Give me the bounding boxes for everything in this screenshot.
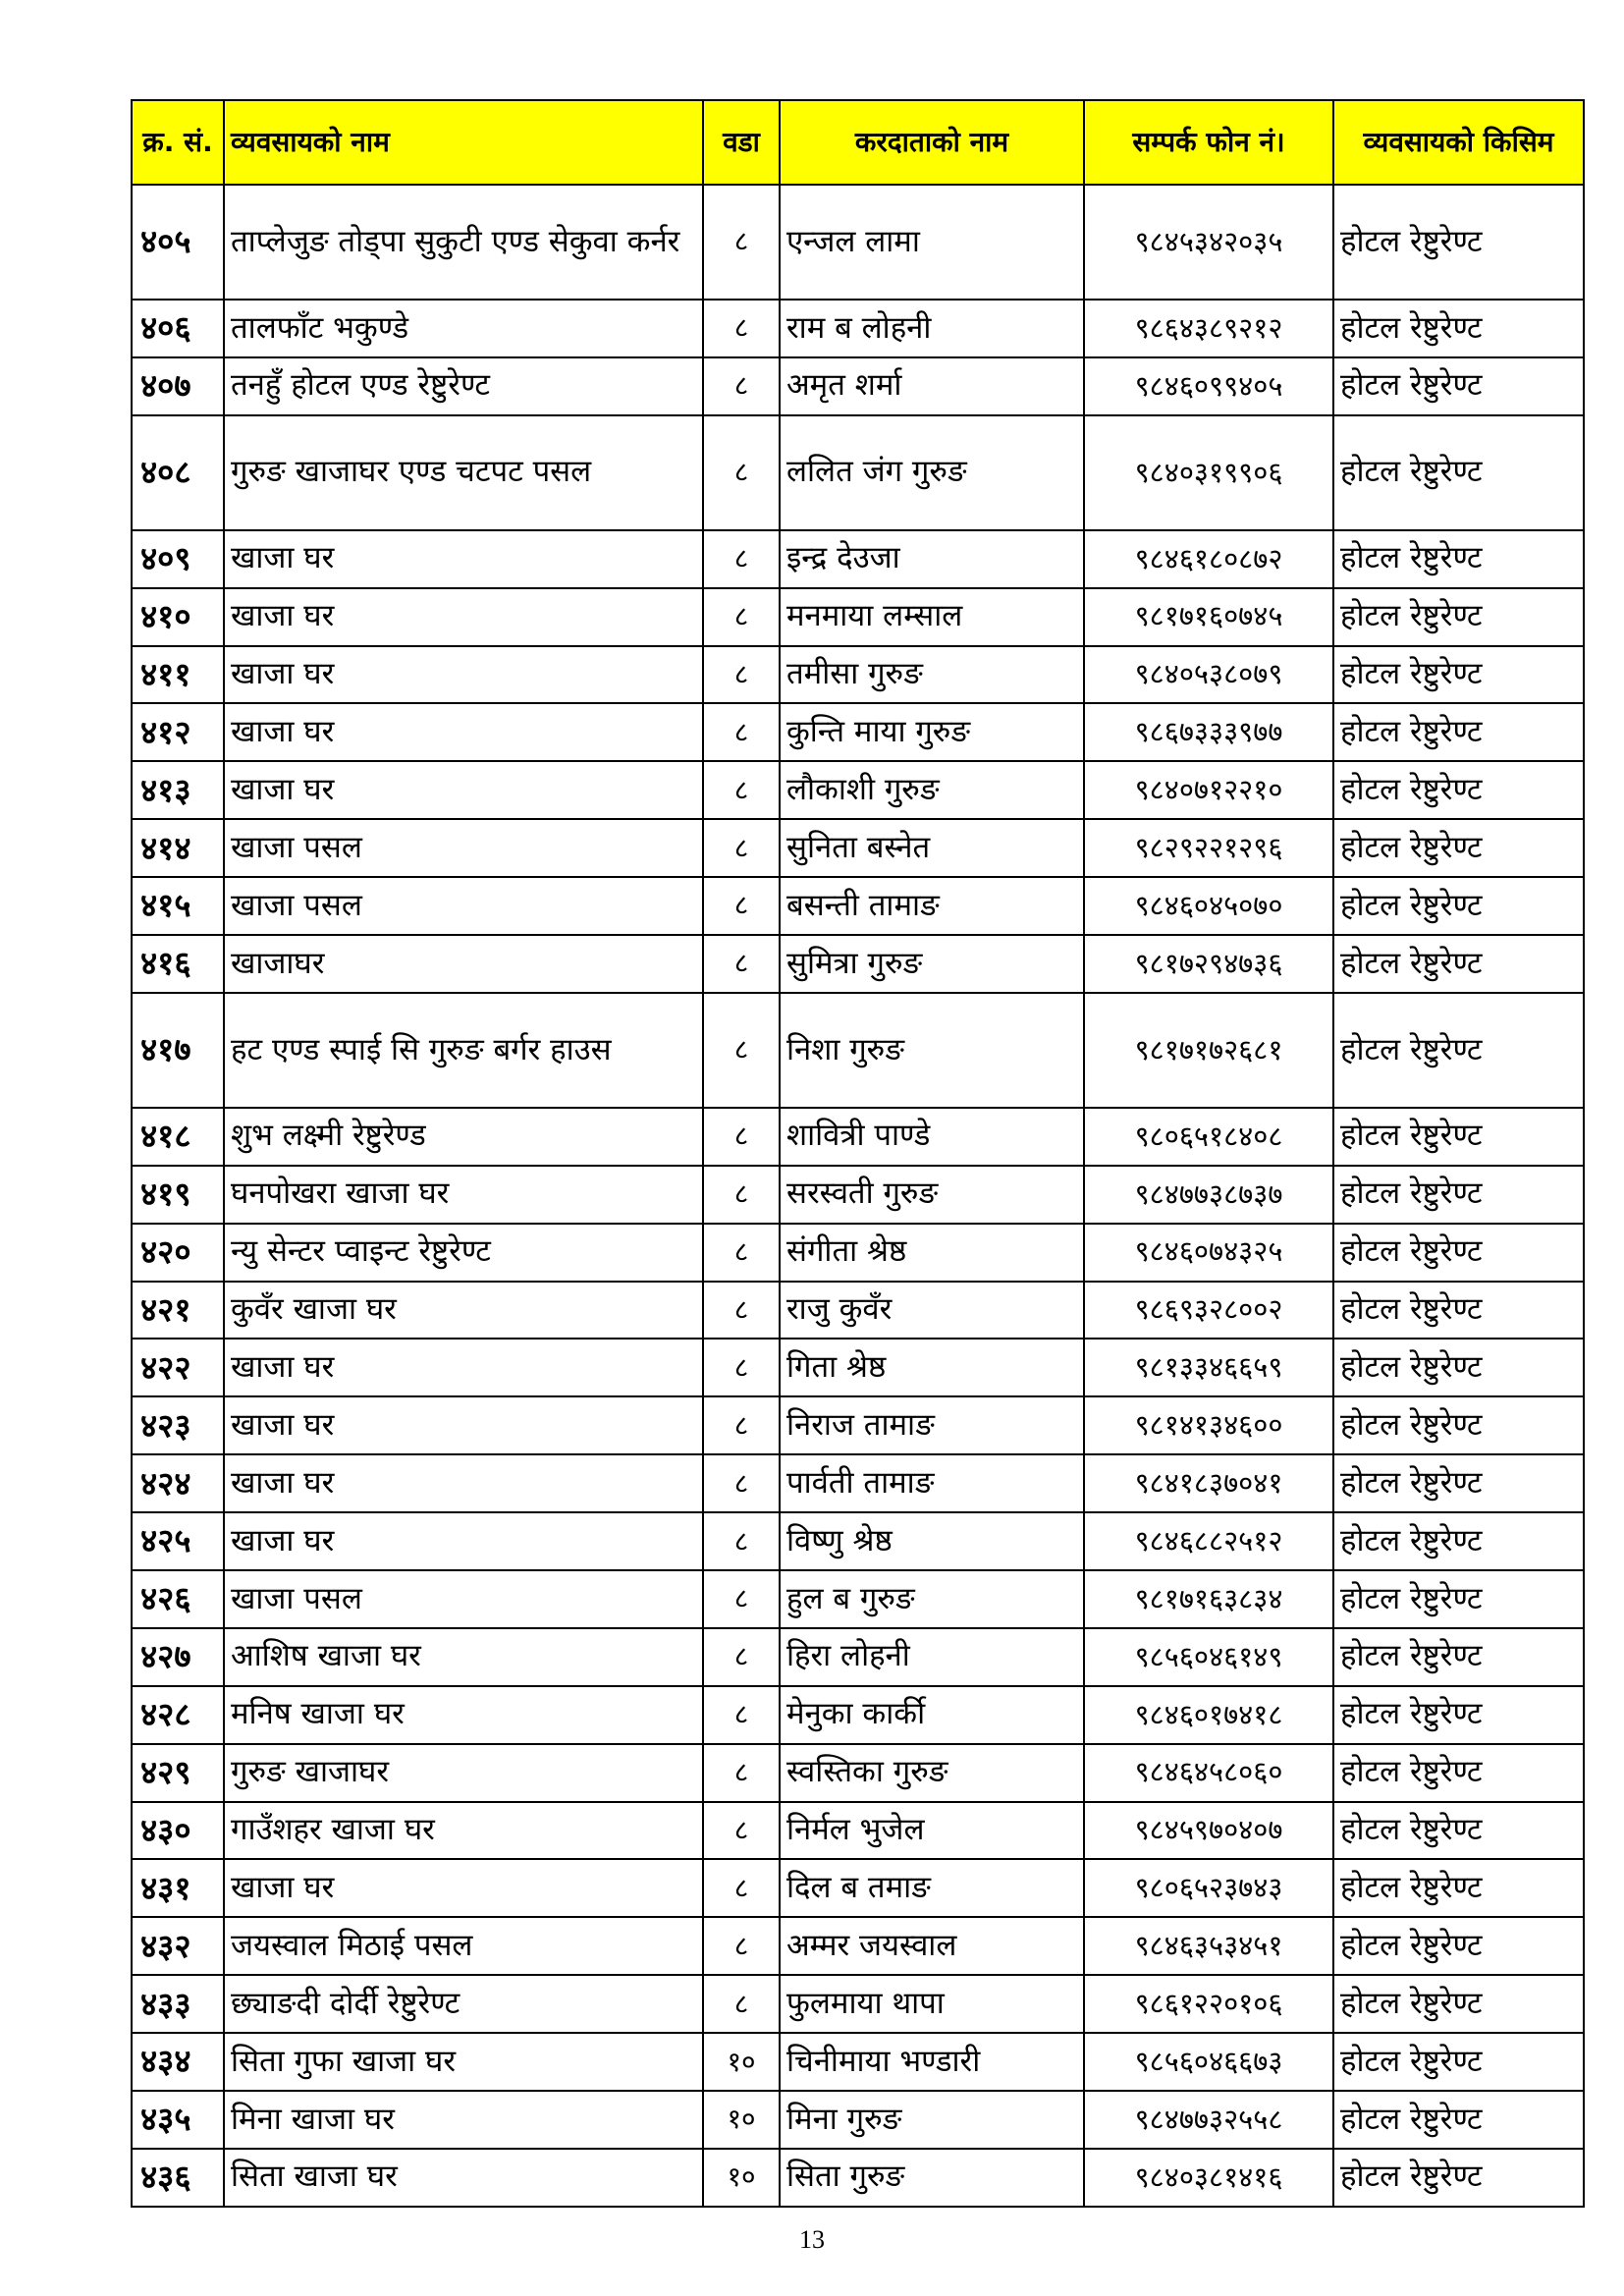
business-name-cell: खाजाघर	[224, 935, 703, 993]
serial-number-cell: ४२६	[132, 1570, 224, 1628]
business-register-table	[131, 99, 1585, 2208]
ward-cell: ८	[703, 1396, 780, 1454]
business-type-cell: होटल रेष्टुरेण्ट	[1333, 1975, 1584, 2033]
business-name-cell: खाजा घर	[224, 1512, 703, 1570]
taxpayer-name-cell: विष्णु श्रेष्ठ	[780, 1512, 1084, 1570]
business-type-cell: होटल रेष्टुरेण्ट	[1333, 1108, 1584, 1166]
header-taxpayer-name: करदाताको नाम	[780, 100, 1084, 185]
ward-cell: ८	[703, 819, 780, 877]
taxpayer-name-cell: शावित्री पाण्डे	[780, 1108, 1084, 1166]
serial-number-cell: ४२५	[132, 1512, 224, 1570]
serial-number-cell: ४१३	[132, 761, 224, 819]
serial-number-cell: ४२८	[132, 1686, 224, 1744]
taxpayer-name-cell: इन्द्र देउजा	[780, 530, 1084, 588]
business-type-cell: होटल रेष्टुरेण्ट	[1333, 1802, 1584, 1860]
ward-cell: ८	[703, 761, 780, 819]
ward-cell: ८	[703, 1512, 780, 1570]
taxpayer-name-cell: निर्मल भुजेल	[780, 1802, 1084, 1860]
ward-cell: ८	[703, 1570, 780, 1628]
table-row	[132, 185, 1584, 300]
business-type-cell: होटल रेष्टुरेण्ट	[1333, 761, 1584, 819]
table-row	[132, 300, 1584, 357]
phone-cell: ९८४७७३८७३७	[1084, 1166, 1333, 1224]
phone-cell: ९८४६३५३४५१	[1084, 1917, 1333, 1975]
business-name-cell: छ्याङदी दोर्दी रेष्टुरेण्ट	[224, 1975, 703, 2033]
ward-cell: ८	[703, 1686, 780, 1744]
ward-cell: ८	[703, 703, 780, 761]
business-name-cell: सिता गुफा खाजा घर	[224, 2033, 703, 2091]
serial-number-cell: ४१२	[132, 703, 224, 761]
serial-number-cell: ४३५	[132, 2091, 224, 2149]
ward-cell: ८	[703, 1282, 780, 1339]
serial-number-cell: ४३४	[132, 2033, 224, 2091]
table-row	[132, 935, 1584, 993]
serial-number-cell: ४२३	[132, 1396, 224, 1454]
table-row	[132, 703, 1584, 761]
business-name-cell: गाउँशहर खाजा घर	[224, 1802, 703, 1860]
serial-number-cell: ४१८	[132, 1108, 224, 1166]
business-type-cell: होटल रेष्टुरेण्ट	[1333, 993, 1584, 1108]
business-name-cell: गुरुङ खाजाघर	[224, 1744, 703, 1802]
business-name-cell: खाजा घर	[224, 530, 703, 588]
taxpayer-name-cell: एन्जल लामा	[780, 185, 1084, 300]
phone-cell: ९८४०३१९९०६	[1084, 415, 1333, 530]
taxpayer-name-cell: पार्वती तामाङ	[780, 1454, 1084, 1512]
phone-cell: ९८४६०४५०७०	[1084, 877, 1333, 935]
taxpayer-name-cell: निराज तामाङ	[780, 1396, 1084, 1454]
table-body	[132, 185, 1584, 2207]
business-name-cell: खाजा घर	[224, 1859, 703, 1917]
business-name-cell: खाजा घर	[224, 703, 703, 761]
table-row	[132, 1396, 1584, 1454]
taxpayer-name-cell: राम ब लोहनी	[780, 300, 1084, 357]
serial-number-cell: ४०८	[132, 415, 224, 530]
ward-cell: ८	[703, 185, 780, 300]
business-name-cell: गुरुङ खाजाघर एण्ड चटपट पसल	[224, 415, 703, 530]
table-row	[132, 530, 1584, 588]
business-name-cell: खाजा घर	[224, 588, 703, 646]
taxpayer-name-cell: निशा गुरुङ	[780, 993, 1084, 1108]
business-type-cell: होटल रेष्टुरेण्ट	[1333, 2149, 1584, 2207]
business-type-cell: होटल रेष्टुरेण्ट	[1333, 1339, 1584, 1396]
phone-cell: ९८४६१८०८७२	[1084, 530, 1333, 588]
serial-number-cell: ४१७	[132, 993, 224, 1108]
business-name-cell: खाजा घर	[224, 761, 703, 819]
table-row	[132, 646, 1584, 704]
ward-cell: ८	[703, 1339, 780, 1396]
serial-number-cell: ४२४	[132, 1454, 224, 1512]
phone-cell: ९८४६०७४३२५	[1084, 1224, 1333, 1282]
serial-number-cell: ४२२	[132, 1339, 224, 1396]
table-row	[132, 1512, 1584, 1570]
table-row	[132, 1686, 1584, 1744]
business-name-cell: न्यु सेन्टर प्वाइन्ट रेष्टुरेण्ट	[224, 1224, 703, 1282]
business-type-cell: होटल रेष्टुरेण्ट	[1333, 1744, 1584, 1802]
business-name-cell: मिना खाजा घर	[224, 2091, 703, 2149]
ward-cell: ८	[703, 1859, 780, 1917]
table-row	[132, 1859, 1584, 1917]
table-row	[132, 819, 1584, 877]
taxpayer-name-cell: सुनिता बस्नेत	[780, 819, 1084, 877]
serial-number-cell: ४३२	[132, 1917, 224, 1975]
ward-cell: ८	[703, 1454, 780, 1512]
serial-number-cell: ४२९	[132, 1744, 224, 1802]
business-name-cell: मनिष खाजा घर	[224, 1686, 703, 1744]
serial-number-cell: ४१५	[132, 877, 224, 935]
table-row	[132, 1454, 1584, 1512]
table-row	[132, 357, 1584, 415]
business-name-cell: शुभ लक्ष्मी रेष्टुरेण्ड	[224, 1108, 703, 1166]
phone-cell: ९८४७७३२५५८	[1084, 2091, 1333, 2149]
ward-cell: ८	[703, 357, 780, 415]
table-row	[132, 2149, 1584, 2207]
business-type-cell: होटल रेष्टुरेण्ट	[1333, 530, 1584, 588]
table-row	[132, 761, 1584, 819]
table-row	[132, 877, 1584, 935]
business-type-cell: होटल रेष्टुरेण्ट	[1333, 1917, 1584, 1975]
taxpayer-name-cell: बसन्ती तामाङ	[780, 877, 1084, 935]
serial-number-cell: ४११	[132, 646, 224, 704]
taxpayer-name-cell: स्वस्तिका गुरुङ	[780, 1744, 1084, 1802]
table-row	[132, 2091, 1584, 2149]
taxpayer-name-cell: गिता श्रेष्ठ	[780, 1339, 1084, 1396]
business-name-cell: सिता खाजा घर	[224, 2149, 703, 2207]
ward-cell: ८	[703, 1802, 780, 1860]
phone-cell: ९८४१८३७०४१	[1084, 1454, 1333, 1512]
ward-cell: ८	[703, 1628, 780, 1686]
business-type-cell: होटल रेष्टुरेण्ट	[1333, 588, 1584, 646]
taxpayer-name-cell: हिरा लोहनी	[780, 1628, 1084, 1686]
ward-cell: ८	[703, 1108, 780, 1166]
phone-cell: ९८६९३२८००२	[1084, 1282, 1333, 1339]
business-name-cell: खाजा घर	[224, 1396, 703, 1454]
table-row	[132, 1108, 1584, 1166]
serial-number-cell: ४०९	[132, 530, 224, 588]
taxpayer-name-cell: फुलमाया थापा	[780, 1975, 1084, 2033]
business-type-cell: होटल रेष्टुरेण्ट	[1333, 1166, 1584, 1224]
business-type-cell: होटल रेष्टुरेण्ट	[1333, 819, 1584, 877]
business-name-cell: खाजा पसल	[224, 819, 703, 877]
serial-number-cell: ४१४	[132, 819, 224, 877]
business-name-cell: खाजा पसल	[224, 877, 703, 935]
ward-cell: ८	[703, 588, 780, 646]
phone-cell: ९८६७३३३९७७	[1084, 703, 1333, 761]
phone-cell: ९८४६८८२५१२	[1084, 1512, 1333, 1570]
taxpayer-name-cell: लौकाशी गुरुङ	[780, 761, 1084, 819]
ward-cell: ८	[703, 877, 780, 935]
business-name-cell: जयस्वाल मिठाई पसल	[224, 1917, 703, 1975]
header-contact-phone: सम्पर्क फोन नं।	[1084, 100, 1333, 185]
taxpayer-name-cell: मिना गुरुङ	[780, 2091, 1084, 2149]
phone-cell: ९८४६४५८०६०	[1084, 1744, 1333, 1802]
phone-cell: ९८४०३८१४१६	[1084, 2149, 1333, 2207]
table-header-row	[132, 100, 1584, 185]
ward-cell: ८	[703, 530, 780, 588]
table-row	[132, 2033, 1584, 2091]
header-serial-number: क्र. सं.	[132, 100, 224, 185]
ward-cell: ८	[703, 1975, 780, 2033]
ward-cell: १०	[703, 2091, 780, 2149]
business-type-cell: होटल रेष्टुरेण्ट	[1333, 703, 1584, 761]
serial-number-cell: ४१६	[132, 935, 224, 993]
ward-cell: १०	[703, 2149, 780, 2207]
serial-number-cell: ४०६	[132, 300, 224, 357]
business-name-cell: तनहुँ होटल एण्ड रेष्टुरेण्ट	[224, 357, 703, 415]
serial-number-cell: ४०७	[132, 357, 224, 415]
phone-cell: ९८६४३८९२१२	[1084, 300, 1333, 357]
phone-cell: ९८४६०९९४०५	[1084, 357, 1333, 415]
taxpayer-name-cell: सरस्वती गुरुङ	[780, 1166, 1084, 1224]
table-row	[132, 1802, 1584, 1860]
table-row	[132, 1339, 1584, 1396]
business-type-cell: होटल रेष्टुरेण्ट	[1333, 935, 1584, 993]
taxpayer-name-cell: सिता गुरुङ	[780, 2149, 1084, 2207]
table-row	[132, 1282, 1584, 1339]
business-name-cell: खाजा घर	[224, 646, 703, 704]
taxpayer-name-cell: राजु कुवँर	[780, 1282, 1084, 1339]
phone-cell: ९८४६०१७४१८	[1084, 1686, 1333, 1744]
phone-cell: ९८४०५३८०७९	[1084, 646, 1333, 704]
business-name-cell: हट एण्ड स्पाई सि गुरुङ बर्गर हाउस	[224, 993, 703, 1108]
business-name-cell: खाजा घर	[224, 1454, 703, 1512]
serial-number-cell: ४२०	[132, 1224, 224, 1282]
phone-cell: ९८१७२९४७३६	[1084, 935, 1333, 993]
table-row	[132, 1166, 1584, 1224]
business-type-cell: होटल रेष्टुरेण्ट	[1333, 877, 1584, 935]
ward-cell: १०	[703, 2033, 780, 2091]
phone-cell: ९८१४१३४६००	[1084, 1396, 1333, 1454]
business-name-cell: खाजा पसल	[224, 1570, 703, 1628]
business-name-cell: कुवँर खाजा घर	[224, 1282, 703, 1339]
serial-number-cell: ४१९	[132, 1166, 224, 1224]
ward-cell: ८	[703, 993, 780, 1108]
table-row	[132, 588, 1584, 646]
ward-cell: ८	[703, 1224, 780, 1282]
business-type-cell: होटल रेष्टुरेण्ट	[1333, 646, 1584, 704]
business-type-cell: होटल रेष्टुरेण्ट	[1333, 1570, 1584, 1628]
business-name-cell: ताप्लेजुङ तोड्पा सुकुटी एण्ड सेकुवा कर्नर	[224, 185, 703, 300]
business-name-cell: आशिष खाजा घर	[224, 1628, 703, 1686]
business-type-cell: होटल रेष्टुरेण्ट	[1333, 415, 1584, 530]
business-name-cell: खाजा घर	[224, 1339, 703, 1396]
business-type-cell: होटल रेष्टुरेण्ट	[1333, 1686, 1584, 1744]
taxpayer-name-cell: ललित जंग गुरुङ	[780, 415, 1084, 530]
table-row	[132, 1570, 1584, 1628]
taxpayer-name-cell: मेनुका कार्की	[780, 1686, 1084, 1744]
taxpayer-name-cell: मनमाया लम्साल	[780, 588, 1084, 646]
table-row	[132, 1628, 1584, 1686]
header-business-type: व्यवसायको किसिम	[1333, 100, 1584, 185]
business-type-cell: होटल रेष्टुरेण्ट	[1333, 1512, 1584, 1570]
ward-cell: ८	[703, 1744, 780, 1802]
business-name-cell: घनपोखरा खाजा घर	[224, 1166, 703, 1224]
page-number: 13	[799, 2225, 825, 2254]
taxpayer-name-cell: चिनीमाया भण्डारी	[780, 2033, 1084, 2091]
ward-cell: ८	[703, 1917, 780, 1975]
taxpayer-name-cell: संगीता श्रेष्ठ	[780, 1224, 1084, 1282]
phone-cell: ९८१७१६३८३४	[1084, 1570, 1333, 1628]
phone-cell: ९८४५३४२०३५	[1084, 185, 1333, 300]
taxpayer-name-cell: कुन्ति माया गुरुङ	[780, 703, 1084, 761]
phone-cell: ९८५६०४६६७३	[1084, 2033, 1333, 2091]
serial-number-cell: ४३०	[132, 1802, 224, 1860]
phone-cell: ९८२९२२१२९६	[1084, 819, 1333, 877]
phone-cell: ९८५६०४६१४९	[1084, 1628, 1333, 1686]
serial-number-cell: ४३६	[132, 2149, 224, 2207]
taxpayer-name-cell: हुल ब गुरुङ	[780, 1570, 1084, 1628]
business-type-cell: होटल रेष्टुरेण्ट	[1333, 1282, 1584, 1339]
ward-cell: ८	[703, 646, 780, 704]
serial-number-cell: ४३१	[132, 1859, 224, 1917]
business-type-cell: होटल रेष्टुरेण्ट	[1333, 1859, 1584, 1917]
serial-number-cell: ४३३	[132, 1975, 224, 2033]
business-type-cell: होटल रेष्टुरेण्ट	[1333, 1628, 1584, 1686]
phone-cell: ९८०६५१८४०८	[1084, 1108, 1333, 1166]
phone-cell: ९८१७१७२६८१	[1084, 993, 1333, 1108]
business-name-cell: तालफाँट भकुण्डे	[224, 300, 703, 357]
serial-number-cell: ४२१	[132, 1282, 224, 1339]
serial-number-cell: ४१०	[132, 588, 224, 646]
table-row	[132, 1917, 1584, 1975]
ward-cell: ८	[703, 1166, 780, 1224]
taxpayer-name-cell: अम्मर जयस्वाल	[780, 1917, 1084, 1975]
business-type-cell: होटल रेष्टुरेण्ट	[1333, 300, 1584, 357]
phone-cell: ९८४५९७०४०७	[1084, 1802, 1333, 1860]
table-row	[132, 1744, 1584, 1802]
business-type-cell: होटल रेष्टुरेण्ट	[1333, 2033, 1584, 2091]
business-type-cell: होटल रेष्टुरेण्ट	[1333, 357, 1584, 415]
phone-cell: ९८६१२२०१०६	[1084, 1975, 1333, 2033]
taxpayer-name-cell: अमृत शर्मा	[780, 357, 1084, 415]
phone-cell: ९८४०७१२२१०	[1084, 761, 1333, 819]
business-type-cell: होटल रेष्टुरेण्ट	[1333, 185, 1584, 300]
ward-cell: ८	[703, 415, 780, 530]
header-business-name: व्यवसायको नाम	[224, 100, 703, 185]
table-row	[132, 993, 1584, 1108]
business-type-cell: होटल रेष्टुरेण्ट	[1333, 1454, 1584, 1512]
taxpayer-name-cell: सुमित्रा गुरुङ	[780, 935, 1084, 993]
business-type-cell: होटल रेष्टुरेण्ट	[1333, 1224, 1584, 1282]
business-type-cell: होटल रेष्टुरेण्ट	[1333, 2091, 1584, 2149]
serial-number-cell: ४२७	[132, 1628, 224, 1686]
ward-cell: ८	[703, 300, 780, 357]
table-row	[132, 1975, 1584, 2033]
table-row	[132, 415, 1584, 530]
header-ward: वडा	[703, 100, 780, 185]
business-type-cell: होटल रेष्टुरेण्ट	[1333, 1396, 1584, 1454]
phone-cell: ९८०६५२३७४३	[1084, 1859, 1333, 1917]
phone-cell: ९८१३३४६६५९	[1084, 1339, 1333, 1396]
ward-cell: ८	[703, 935, 780, 993]
taxpayer-name-cell: दिल ब तमाङ	[780, 1859, 1084, 1917]
taxpayer-name-cell: तमीसा गुरुङ	[780, 646, 1084, 704]
phone-cell: ९८१७१६०७४५	[1084, 588, 1333, 646]
table-row	[132, 1224, 1584, 1282]
serial-number-cell: ४०५	[132, 185, 224, 300]
